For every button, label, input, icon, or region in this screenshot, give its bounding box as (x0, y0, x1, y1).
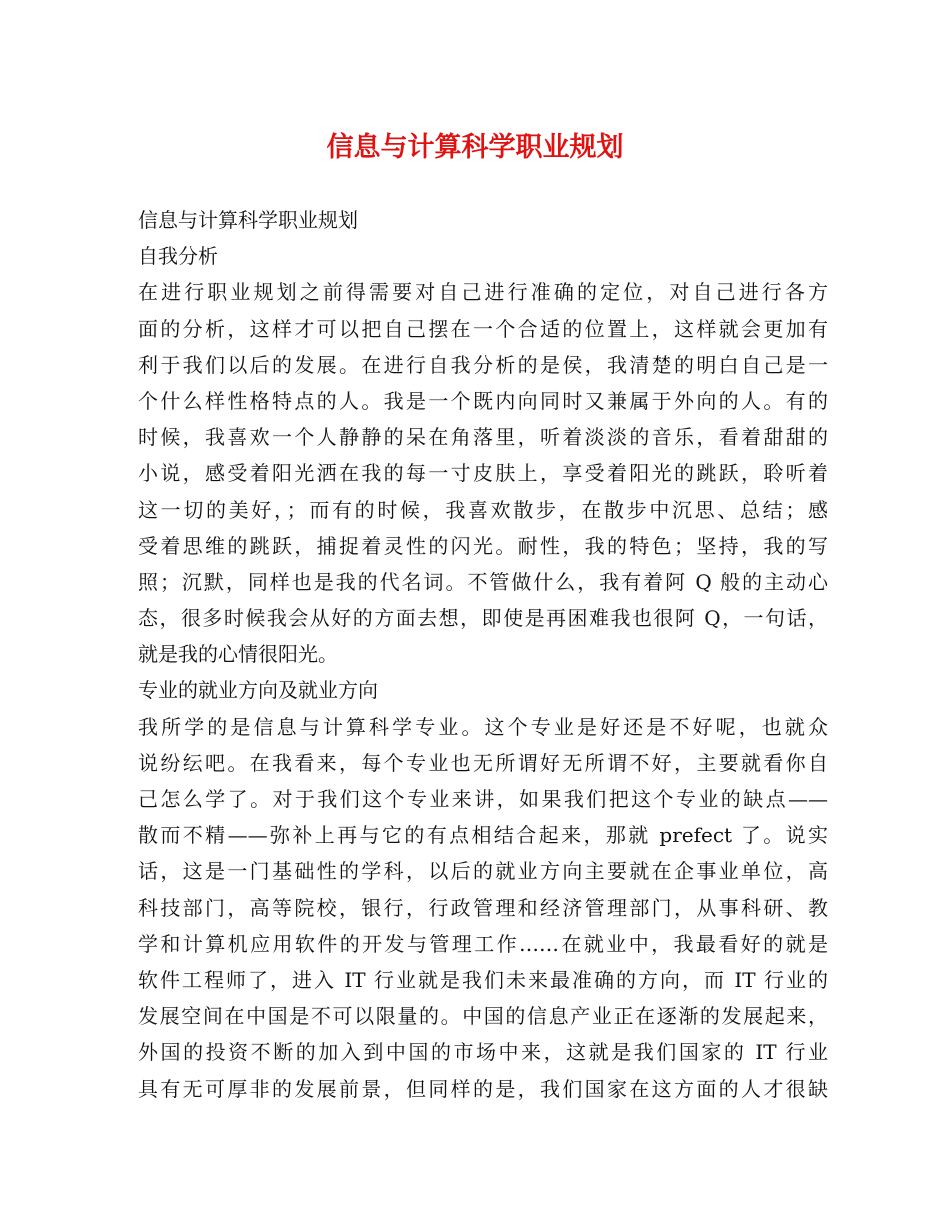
paragraph-line: 外国的投资不断的加入到中国的市场中来，这就是我们国家的 IT 行业 (138, 1040, 828, 1065)
paragraph-line: 利于我们以后的发展。在进行自我分析的是侯，我清楚的明白自己是一 (138, 352, 828, 377)
paragraph-line: 散而不精——弥补上再与它的有点相结合起来，那就 prefect 了。说实 (138, 823, 828, 848)
paragraph-line: 个什么样性格特点的人。我是一个既内向同时又兼属于外向的人。有的 (138, 388, 828, 413)
paragraph-line: 话，这是一门基础性的学科，以后的就业方向主要就在企事业单位，高 (138, 859, 828, 884)
paragraph-line: 己怎么学了。对于我们这个专业来讲，如果我们把这个专业的缺点—— (138, 787, 828, 811)
paragraph-line: 具有无可厚非的发展前景，但同样的是，我们国家在这方面的人才很缺 (138, 1076, 828, 1101)
paragraph-line: 态，很多时候我会从好的方面去想，即使是再困难我也很阿 Q，一句话， (138, 606, 828, 631)
paragraph-line: 就是我的心情很阳光。 (138, 642, 338, 667)
paragraph-line: 发展空间在中国是不可以限量的。中国的信息产业正在逐渐的发展起来， (138, 1004, 828, 1029)
section-heading-line: 信息与计算科学职业规划 (138, 208, 358, 232)
paragraph-line: 照；沉默，同样也是我的代名词。不管做什么，我有着阿 Q 般的主动心 (138, 569, 828, 594)
document-body (138, 202, 828, 1107)
paragraph-line: 受着思维的跳跃，捕捉着灵性的闪光。耐性，我的特色；坚持，我的写 (138, 533, 828, 558)
paragraph-line: 我所学的是信息与计算科学专业。这个专业是好还是不好呢，也就众 (138, 714, 828, 739)
paragraph-line: 这一切的美好，；而有的时候，我喜欢散步，在散步中沉思、总结；感 (138, 497, 828, 522)
section-heading-line: 专业的就业方向及就业方向 (138, 678, 378, 703)
paragraph-line: 学和计算机应用软件的开发与管理工作……在就业中，我最看好的就是 (138, 931, 828, 956)
paragraph-line: 软件工程师了，进入 IT 行业就是我们未来最准确的方向，而 IT 行业的 (138, 967, 828, 992)
paragraph-line: 小说，感受着阳光洒在我的每一寸皮肤上，享受着阳光的跳跃，聆听着 (138, 461, 828, 486)
paragraph-line: 科技部门，高等院校，银行，行政管理和经济管理部门，从事科研、教 (138, 895, 828, 920)
paragraph-line: 面的分析，这样才可以把自己摆在一个合适的位置上，这样就会更加有 (138, 316, 828, 341)
paragraph-line: 说纷纭吧。在我看来，每个专业也无所谓好无所谓不好，主要就看你自 (138, 750, 828, 775)
section-heading-line: 自我分析 (138, 244, 218, 269)
document-title: 信息与计算科学职业规划 (326, 132, 624, 163)
paragraph-line: 时候，我喜欢一个人静静的呆在角落里，听着淡淡的音乐，看着甜甜的 (138, 425, 828, 450)
paragraph-line: 在进行职业规划之前得需要对自己进行准确的定位，对自己进行各方 (138, 280, 828, 305)
